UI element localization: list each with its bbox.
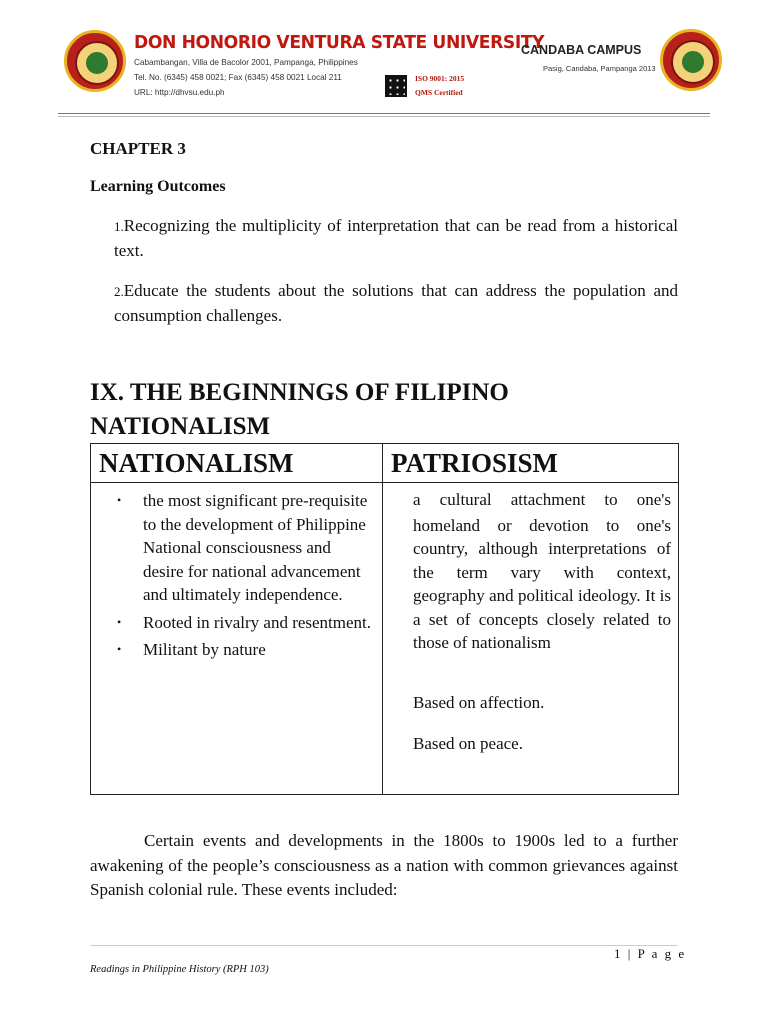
page-number: 1 | P a g e (614, 946, 687, 961)
outcome-number: 2. (114, 284, 124, 299)
list-item (117, 489, 372, 607)
list-item (117, 638, 372, 662)
outcome-item (114, 279, 678, 328)
university-phone: Tel. No. (6345) 458 0021; Fax (6345) 458 0021 Local 211 (134, 73, 342, 82)
patriotism-item (413, 488, 671, 655)
patriotism-text: Based on affection. (413, 693, 545, 712)
university-name: DON HONORIO VENTURA STATE UNIVERSITY (134, 33, 545, 53)
footer-divider (90, 945, 678, 946)
university-url: URL: http://dhvsu.edu.ph (134, 88, 225, 97)
nationalism-list (117, 489, 372, 666)
bullet-icon: • (117, 614, 122, 629)
patriotism-text: Based on peace. (413, 734, 523, 753)
patriotism-item (413, 732, 671, 758)
campus-name: CANDABA CAMPUS (521, 43, 642, 57)
university-address: Cabambangan, Villa de Bacolor 2001, Pampanga, Philippines (134, 58, 358, 67)
bullet-icon: • (117, 642, 122, 656)
table-header-patriotism: PATRIOSISM (391, 448, 559, 478)
patriotism-text: a cultural attachment to one's homeland or devotion to one's country, although interpretations of the term vary with context, geography and political ideology. It is a set of concepts closely related to those of nationalism (413, 490, 671, 652)
outcome-item (114, 214, 678, 263)
section-title: IX. THE BEGINNINGS OF FILIPINO NATIONALISM (90, 379, 509, 440)
course-footer: Readings in Philippine History (RPH 103) (90, 964, 269, 975)
bullet-icon: • (117, 493, 122, 507)
qms-certified: QMS Certified (415, 88, 463, 97)
outcome-text: Recognizing the multiplicity of interpretation that can be read from a historical text. (114, 216, 678, 260)
learning-outcomes-heading: Learning Outcomes (90, 178, 226, 195)
header-divider-secondary (58, 116, 710, 117)
list-item-text: Militant by nature (143, 640, 266, 659)
outcome-text: Educate the students about the solutions that can address the population and consumption challenges. (114, 281, 678, 325)
header-divider (58, 113, 710, 114)
campus-address: Pasig, Candaba, Pampanga 2013 (543, 64, 656, 73)
university-seal-logo (64, 30, 126, 92)
patriotism-item (413, 691, 671, 717)
list-item-text: the most significant pre-requisite to the development of Philippine National consciousness and desire for national advancement and ultimately independence. (143, 491, 368, 604)
body-paragraph: Certain events and developments in the 1800s to 1900s led to a further awakening of the people’s consciousness as a nation with common grievances against Spanish colonial rule. These events included: (90, 831, 678, 899)
comparison-table (90, 443, 679, 795)
iso-certification: ISO 9001: 2015 (415, 74, 465, 83)
list-item (117, 611, 372, 635)
list-item-text: Rooted in rivalry and resentment. (143, 612, 372, 632)
qr-code-icon (385, 75, 407, 97)
chapter-heading: CHAPTER 3 (90, 139, 186, 158)
outcome-number: 1. (114, 219, 124, 234)
table-header-nationalism: NATIONALISM (99, 448, 294, 478)
campus-seal-logo (660, 29, 722, 91)
